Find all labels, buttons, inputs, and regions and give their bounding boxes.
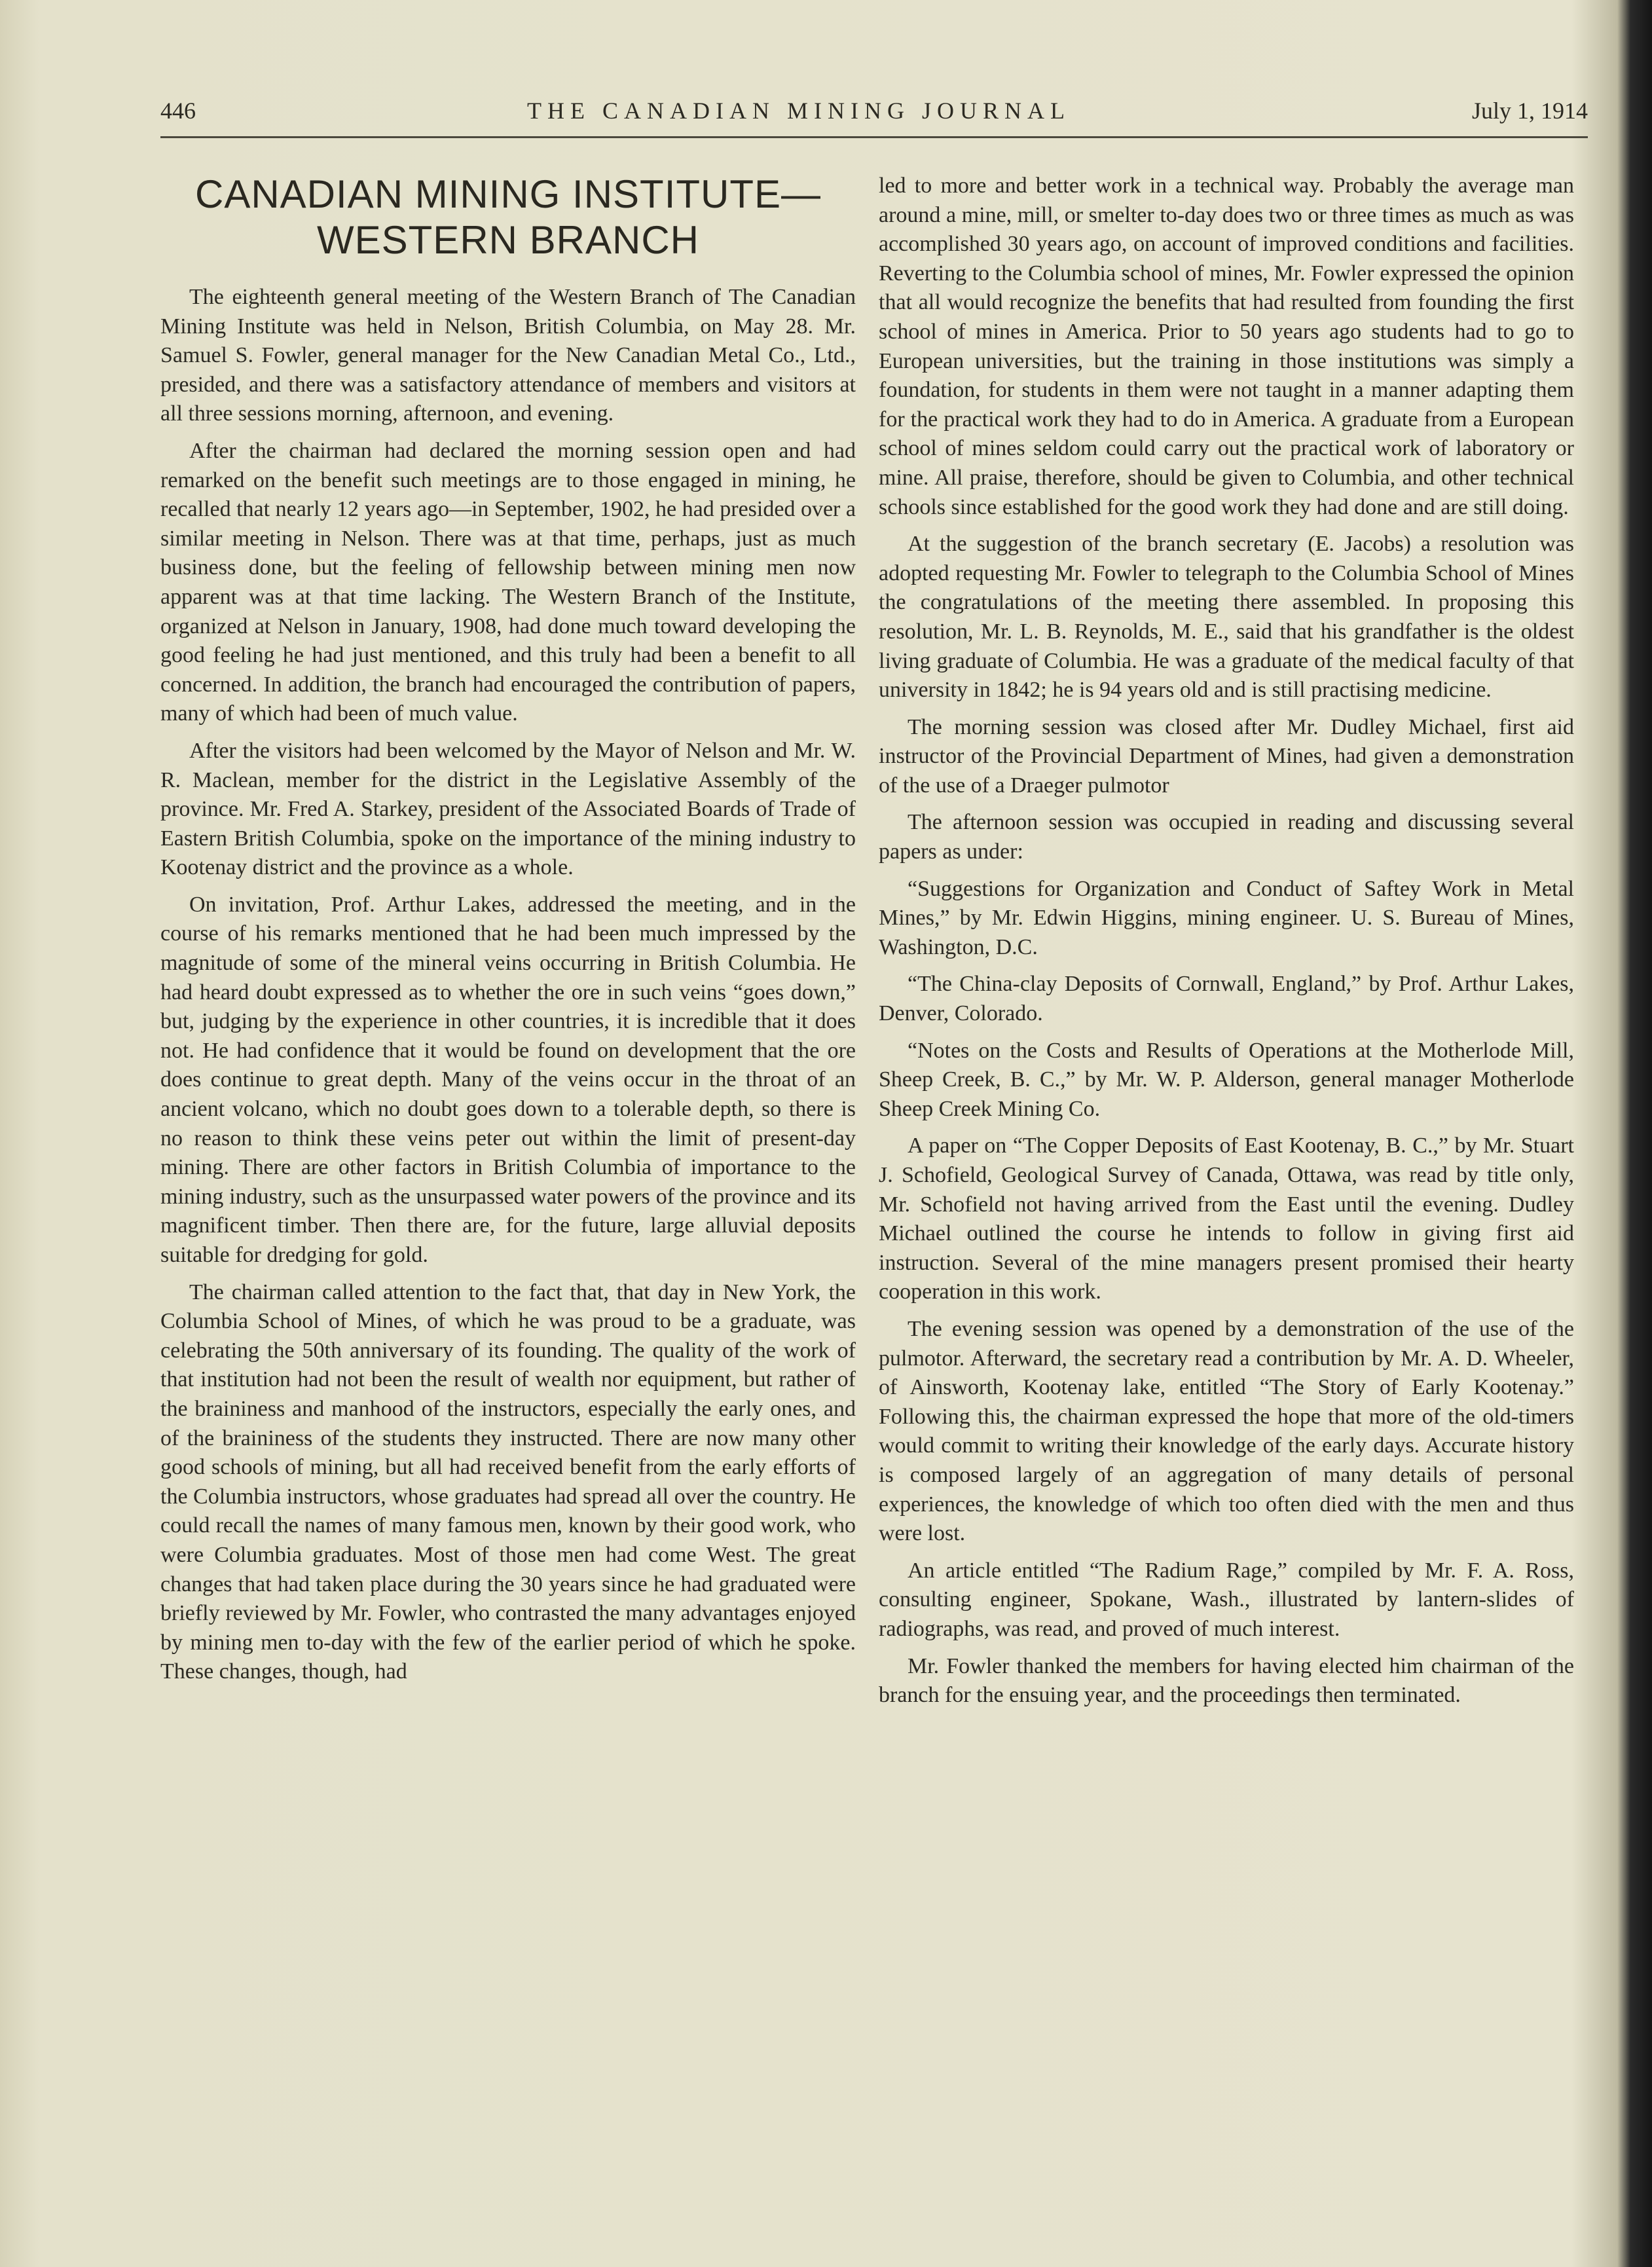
paragraph: After the visitors had been welcomed by the Mayor of Nelson and Mr. W. R. Maclean, member for the district in the Legislative Assembly of the province. Mr. Fred A. Starkey, president of the Associated Boards of Trade of Eastern British Columbia, spoke on the importance of the mining industry to Kootenay district and the province as a whole. (160, 738, 856, 880)
article-title-line-1: CANADIAN MINING INSTITUTE— (194, 172, 822, 216)
paragraph: At the suggestion of the branch secretary (E. Jacobs) a resolution was adopted requesting Mr. Fowler to telegraph to the Columbia School of Mines the congratulations of the meeting there assembled. In proposing this resolution, Mr. L. B. Reynolds, M. E., said that his grandfather is the oldest living graduate of Columbia. He was a graduate of the medical faculty of that university in 1842; he is 94 years old and is still practising medicine. (879, 532, 1574, 703)
journal-title: THE CANADIAN MINING JOURNAL (527, 98, 1071, 124)
paragraph: An article entitled “The Radium Rage,” compiled by Mr. F. A. Ross, consulting engineer, Spokane, Wash., illustrated by lantern-slides of radiographs, was read, and proved of much interest. (879, 1558, 1574, 1641)
paragraph: The evening session was opened by a demonstration of the use of the pulmotor. Afterward, the secretary read a contribution by Mr. A. D. Wheeler, of Ainsworth, Kootenay lake, entitled “The Story of Early Kootenay.” Following this, the chairman expressed the hope that more of the old-timers would commit to writing their knowledge of the early days. Accurate history is composed largely of an aggregation of many details of personal experiences, the knowledge of which too often died with the men and thus were lost. (879, 1316, 1574, 1546)
page-number: 446 (160, 98, 196, 124)
issue-date: July 1, 1914 (1471, 98, 1588, 124)
paragraph: “Suggestions for Organization and Conduct of Saftey Work in Metal Mines,” by Mr. Edwin Higgins, mining engineer. U. S. Bureau of Mines, Washington, D.C. (879, 876, 1574, 959)
paragraph: The chairman called attention to the fact that, that day in New York, the Columbia School of Mines, of which he was proud to be a graduate, was celebrating the 50th anniversary of its founding. The quality of the work of that institution had not been the result of wealth nor equipment, but rather of the braininess and manhood of the instructors, especially the early ones, and of the braininess of the students they instructed. There are now many other good schools of mining, but all had received benefit from the early efforts of the Columbia instructors, whose graduates had spread all over the country. He could recall the names of many famous men, known by their good work, who were Columbia graduates. Most of those men had come West. The great changes that had taken place during the 30 years since he had graduated were briefly reviewed by Mr. Fowler, who contrasted the many advantages enjoyed by mining men to-day with the few of the earlier period of which he spoke. These changes, though, had (160, 1280, 856, 1684)
right-column (879, 172, 1574, 1718)
paragraph: “The China-clay Deposits of Cornwall, England,” by Prof. Arthur Lakes, Denver, Colorado. (879, 972, 1574, 1026)
paragraph: “Notes on the Costs and Results of Operations at the Motherlode Mill, Sheep Creek, B. C.,” by Mr. W. P. Alderson, general manager Motherlode Sheep Creek Mining Co. (879, 1038, 1574, 1121)
paragraph: The eighteenth general meeting of the Western Branch of The Canadian Mining Institute was held in Nelson, British Columbia, on May 28. Mr. Samuel S. Fowler, general manager for the New Canadian Metal Co., Ltd., presided, and there was a satisfactory attendance of members and visitors at all three sessions morning, afternoon, and evening. (160, 285, 856, 426)
paragraph-continuation: led to more and better work in a technical way. Probably the average man around a mine, mill, or smelter to-day does two or three times as much as was accomplished 30 years ago, on account of improved conditions and facilities. Reverting to the Columbia school of mines, Mr. Fowler expressed the opinion that all would recognize the benefits that had resulted from founding the first school of mines in America. Prior to 50 years ago students had to go to European universities, but the training in those institutions was simply a foundation, for students in them were not taught in a manner adapting them for the practical work they had to do in America. A graduate from a European school of mines seldom could carry out the practical work of laboratory or mine. All praise, therefore, should be given to Columbia, and other technical schools since established for the good work they had done and are still doing. (879, 174, 1574, 519)
running-header (160, 97, 1588, 136)
paragraph: After the chairman had declared the morning session open and had remarked on the benefit such meetings are to those engaged in mining, he recalled that nearly 12 years ago—in September, 1902, he had presided over a similar meeting in Nelson. There was at that time, perhaps, just as much business done, but the feeling of fellowship between mining men now apparent was at that time lacking. The Western Branch of the Institute, organized at Nelson in January, 1908, had done much toward developing the good feeling he had just mentioned, and this truly had been a benefit to all concerned. In addition, the branch had encouraged the contribution of papers, many of which had been of much value. (160, 438, 856, 726)
header-rule (160, 136, 1588, 138)
paragraph: On invitation, Prof. Arthur Lakes, addressed the meeting, and in the course of his remarks mentioned that he had been much impressed by the magnitude of some of the mineral veins occurring in British Columbia. He had heard doubt expressed as to whether the ore in such veins “goes down,” but, judging by the experience in other countries, it is incredible that it does not. He had confidence that it would be found on development that the ore does continue to great depth. Many of the veins occur in the throat of an ancient volcano, which no doubt goes down to a tolerable depth, so there is no reason to think these veins peter out within the limit of present-day mining. There are other factors in British Columbia of importance to the mining industry, such as the unsurpassed water powers of the province and its magnificent timber. Then there are, for the future, large alluvial deposits suitable for dredging for gold. (160, 892, 856, 1267)
paragraph: The morning session was closed after Mr. Dudley Michael, first aid instructor of the Provincial Department of Mines, had given a demonstration of the use of a Draeger pulmotor (879, 714, 1574, 798)
paragraph: Mr. Fowler thanked the members for having elected him chairman of the branch for the ensuing year, and the proceedings then terminated. (879, 1653, 1574, 1708)
paragraph: A paper on “The Copper Deposits of East Kootenay, B. C.,” by Mr. Stuart J. Schofield, Geological Survey of Canada, Ottawa, was read by title only, Mr. Schofield not having arrived from the East until the evening. Dudley Michael outlined the course he intends to follow in giving first aid instruction. Several of the mine managers present promised their hearty cooperation in this work. (879, 1134, 1574, 1304)
paragraph: The afternoon session was occupied in reading and discussing several papers as under: (879, 810, 1574, 864)
left-column (160, 172, 856, 1695)
article-title (160, 172, 856, 263)
article-title-line-2: WESTERN BRANCH (316, 218, 700, 262)
